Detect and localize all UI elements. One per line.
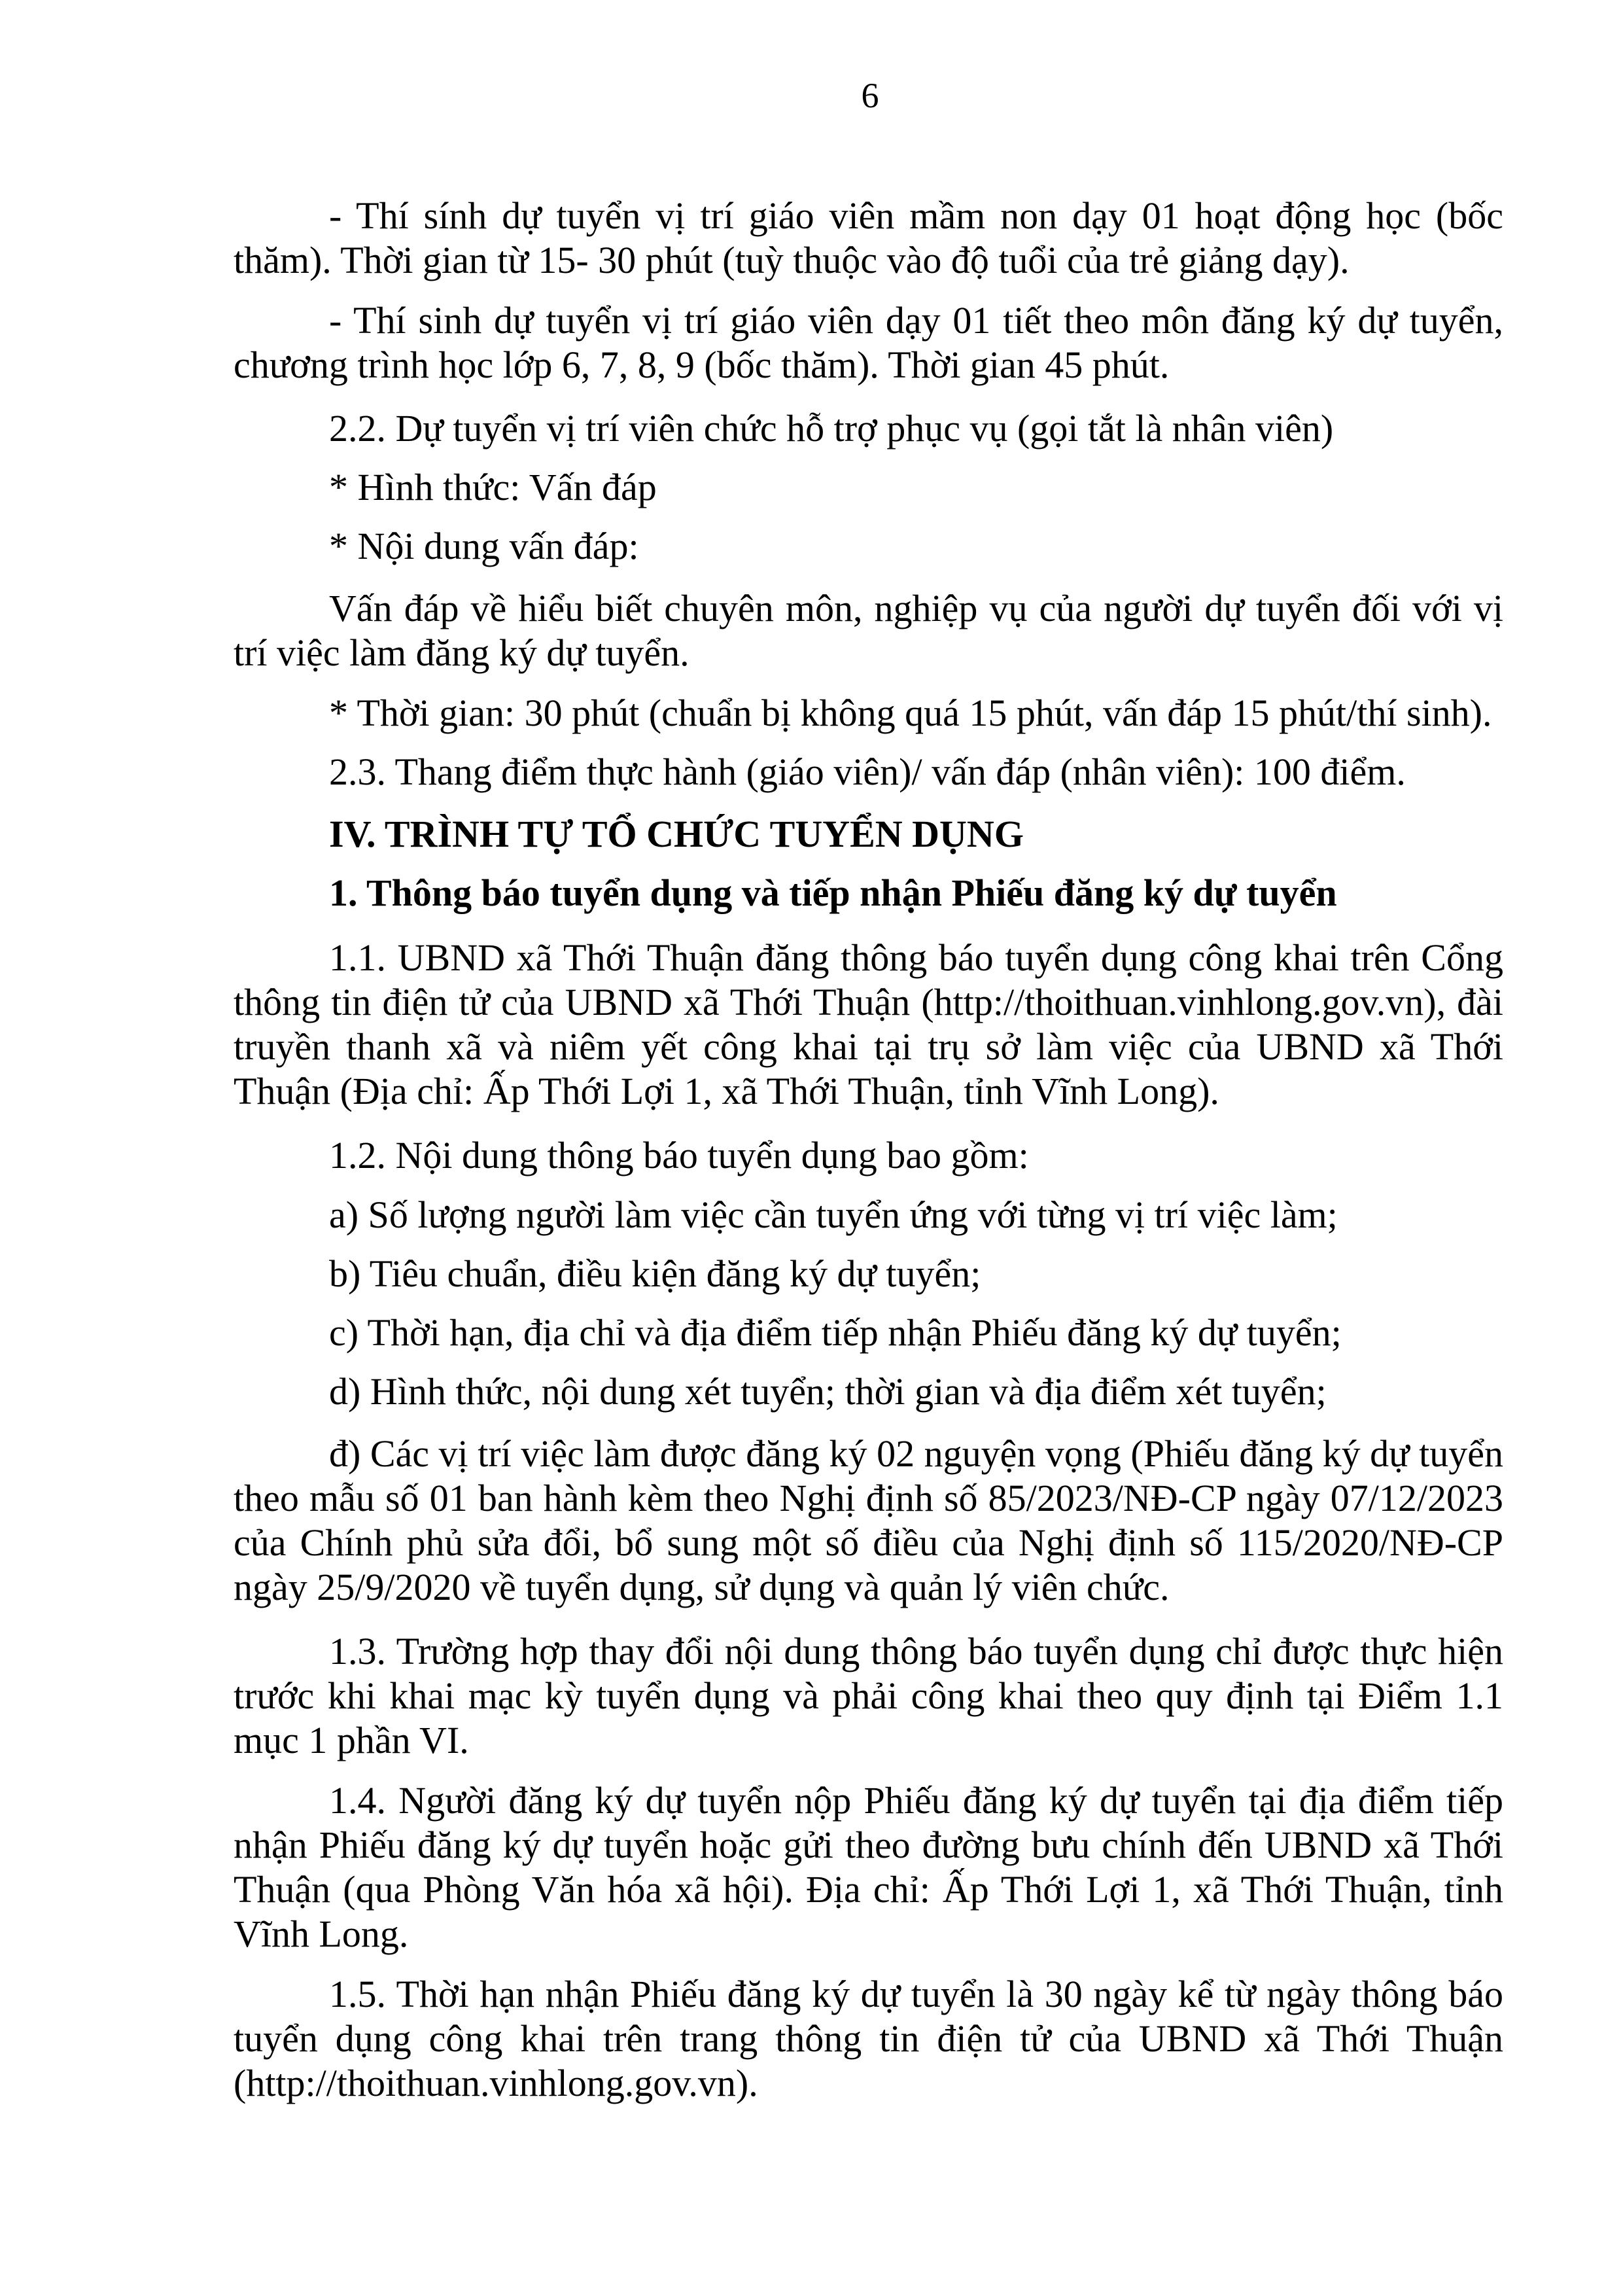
list-item-b: b) Tiêu chuẩn, điều kiện đăng ký dự tuyển; <box>329 1252 981 1295</box>
paragraph-2-3-score-scale: 2.3. Thang điểm thực hành (giáo viên)/ vấn đáp (nhân viên): 100 điểm. <box>329 751 1406 793</box>
list-item-c: c) Thời hạn, địa chỉ và địa điểm tiếp nhận Phiếu đăng ký dự tuyển; <box>329 1311 1342 1354</box>
paragraph-teacher-lesson-exam: - Thí sinh dự tuyển vị trí giáo viên dạy 01 tiết theo môn đăng ký dự tuyển, chương trình học lớp 6, 7, 8, 9 (bốc thăm). Thời gian 45 phút. <box>234 299 1503 386</box>
paragraph-1-3-changes: 1.3. Trường hợp thay đổi nội dung thông báo tuyển dụng chỉ được thực hiện trước khi khai mạc kỳ tuyển dụng và phải công khai theo quy định tại Điểm 1.1 mục 1 phần VI. <box>234 1630 1503 1761</box>
paragraph-preschool-teacher-exam: - Thí sính dự tuyển vị trí giáo viên mầm non dạy 01 hoạt động học (bốc thăm). Thời gian từ 15- 30 phút (tuỳ thuộc vào độ tuổi của trẻ giảng dạy). <box>234 194 1503 281</box>
section-heading-iv: IV. TRÌNH TỰ TỔ CHỨC TUYỂN DỤNG <box>329 813 1024 855</box>
paragraph-oral-content-label: * Nội dung vấn đáp: <box>329 525 639 567</box>
paragraph-time: * Thời gian: 30 phút (chuẩn bị không quá 15 phút, vấn đáp 15 phút/thí sinh). <box>329 692 1492 734</box>
paragraph-1-2-content-label: 1.2. Nội dung thông báo tuyển dụng bao gồm: <box>329 1134 1029 1176</box>
list-item-dd: đ) Các vị trí việc làm được đăng ký 02 nguyện vọng (Phiếu đăng ký dự tuyển theo mẫu số 01 ban hành kèm theo Nghị định số 85/2023/NĐ-CP ngày 07/12/2023 của Chính phủ sửa đổi, bổ sung một số điều của Nghị định số 115/2020/NĐ-CP ngày 25/9/2020 về tuyển dụng, sử dụng và quản lý viên chức. <box>234 1432 1503 1608</box>
paragraph-2-2-support-staff: 2.2. Dự tuyển vị trí viên chức hỗ trợ phục vụ (gọi tắt là nhân viên) <box>329 407 1334 450</box>
page-number: 6 <box>861 76 879 115</box>
list-item-a: a) Số lượng người làm việc cần tuyển ứng với từng vị trí việc làm; <box>329 1193 1338 1236</box>
paragraph-oral-content: Vấn đáp về hiểu biết chuyên môn, nghiệp vụ của người dự tuyển đối với vị trí việc làm đăng ký dự tuyển. <box>234 587 1503 674</box>
subsection-heading-1: 1. Thông báo tuyển dụng và tiếp nhận Phiếu đăng ký dự tuyển <box>329 872 1337 914</box>
paragraph-1-1-announcement: 1.1. UBND xã Thới Thuận đăng thông báo tuyển dụng công khai trên Cổng thông tin điện tử của UBND xã Thới Thuận (http://thoithuan.vinhlong.gov.vn), đài truyền thanh xã và niêm yết công khai tại trụ sở làm việc của UBND xã Thới Thuận (Địa chỉ: Ấp Thới Lợi 1, xã Thới Thuận, tỉnh Vĩnh Long). <box>234 936 1503 1112</box>
paragraph-1-5-deadline: 1.5. Thời hạn nhận Phiếu đăng ký dự tuyển là 30 ngày kể từ ngày thông báo tuyển dụng công khai trên trang thông tin điện tử của UBND xã Thới Thuận (http://thoithuan.vinhlong.gov.vn). <box>234 1973 1503 2104</box>
paragraph-format-oral: * Hình thức: Vấn đáp <box>329 466 657 508</box>
paragraph-1-4-submission: 1.4. Người đăng ký dự tuyển nộp Phiếu đăng ký dự tuyển tại địa điểm tiếp nhận Phiếu đăng ký dự tuyển hoặc gửi theo đường bưu chính đến UBND xã Thới Thuận (qua Phòng Văn hóa xã hội). Địa chỉ: Ấp Thới Lợi 1, xã Thới Thuận, tỉnh Vĩnh Long. <box>234 1779 1503 1955</box>
list-item-d: d) Hình thức, nội dung xét tuyển; thời gian và địa điểm xét tuyển; <box>329 1370 1327 1413</box>
